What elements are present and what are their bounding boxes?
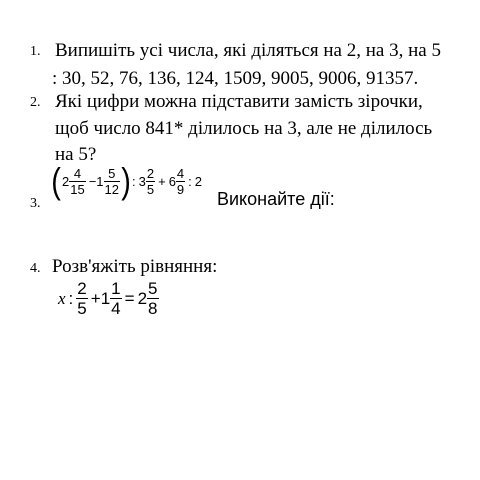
mixed-1-numerator: 1 <box>111 279 121 298</box>
mixed-1-denominator: 15 <box>70 181 85 197</box>
mixed-4-whole: 6 <box>168 173 176 189</box>
mixed-1-fraction <box>110 280 121 317</box>
fraction-1-denominator: 5 <box>77 299 87 318</box>
division-sign-1: : <box>132 173 136 189</box>
fraction-1 <box>76 280 87 317</box>
mixed-3-numerator: 2 <box>146 165 155 181</box>
mixed-3-whole: 3 <box>138 173 146 189</box>
mixed-2-numerator: 5 <box>108 165 116 181</box>
task-1-number: 1. <box>30 44 41 59</box>
minus-sign: − <box>88 173 97 189</box>
task-3-expression <box>50 160 203 201</box>
mixed-2-denominator: 12 <box>104 181 119 197</box>
mixed-2-fraction <box>147 280 158 317</box>
equals-sign: = <box>124 288 135 308</box>
mixed-2-fraction <box>104 167 120 196</box>
mixed-4-numerator: 4 <box>176 165 185 181</box>
division-sign-2: : <box>188 173 192 189</box>
mixed-1-denominator: 4 <box>111 299 121 318</box>
task-4-equation <box>58 280 159 317</box>
task-2-line-2: щоб число 841* ділилось на 3, але не ділилось <box>55 118 433 139</box>
task-2-line-1: Які цифри можна підставити замість зірочки, <box>55 91 423 112</box>
mixed-2-whole: 1 <box>96 173 104 189</box>
variable-x: x <box>58 288 66 308</box>
mixed-3-fraction <box>146 167 155 196</box>
fraction-1-numerator: 2 <box>77 279 87 298</box>
mixed-1-whole: 2 <box>62 173 70 189</box>
task-2-number: 2. <box>30 95 41 110</box>
mixed-2-denominator: 8 <box>148 299 158 318</box>
plus-sign: + <box>158 173 166 189</box>
task-1-line-1: Випишіть усі числа, які діляться на 2, на 3, на 5 <box>55 40 441 61</box>
mixed-1-fraction <box>69 167 85 196</box>
task-3-number: 3. <box>30 196 41 211</box>
plus-sign: + <box>90 288 101 308</box>
task-2-line-3: на 5? <box>55 144 97 165</box>
mixed-2-numerator: 5 <box>148 279 158 298</box>
division-sign: : <box>68 288 74 308</box>
close-paren: ) <box>121 160 131 201</box>
task-4-number: 4. <box>30 261 41 276</box>
task-1-line-2: : 30, 52, 76, 136, 124, 1509, 9005, 9006, 91357. <box>52 68 419 89</box>
mixed-1-numerator: 4 <box>73 165 82 181</box>
open-paren: ( <box>51 160 61 201</box>
mixed-4-fraction <box>176 167 185 196</box>
task-4-instruction: Розв'яжіть рівняння: <box>52 256 218 277</box>
task-3-instruction: Виконайте дії: <box>217 189 335 209</box>
mixed-2-whole: 2 <box>137 288 148 308</box>
mixed-3-denominator: 5 <box>146 181 155 197</box>
mixed-1-whole: 1 <box>100 288 111 308</box>
mixed-4-denominator: 9 <box>176 181 185 197</box>
last-divisor: 2 <box>194 173 203 189</box>
